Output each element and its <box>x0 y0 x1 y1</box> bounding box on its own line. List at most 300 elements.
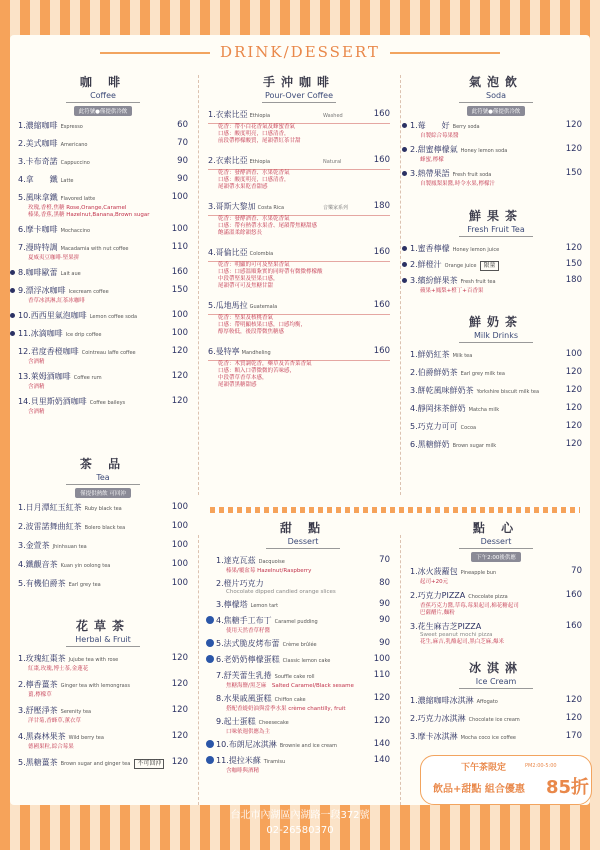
item-name: 布朗尼冰淇淋 <box>228 740 277 749</box>
item-line <box>18 502 188 515</box>
item-price: 100 <box>171 328 188 338</box>
item-name: 拿 鐵 <box>25 175 58 184</box>
soda-subtitle: Soda <box>486 91 506 100</box>
item-line <box>410 275 582 288</box>
item-number: 3. <box>410 732 418 741</box>
item-number: 1. <box>410 350 418 359</box>
item-number: 2. <box>410 368 418 377</box>
item-english: Coffee baileys <box>89 400 126 406</box>
item-number: 1. <box>410 121 418 130</box>
item-name: 巧克力可可 <box>417 422 458 431</box>
item-price: 160 <box>565 590 582 600</box>
item-english: Fresh fruit tea <box>460 279 496 285</box>
item-price: 150 <box>565 259 582 269</box>
item-english: Ginger tea with lemongrass <box>60 683 130 689</box>
item-number: 5. <box>18 193 26 202</box>
menu-item <box>410 421 582 434</box>
afternoon-promo <box>420 755 592 805</box>
item-line <box>18 174 188 187</box>
menu-item <box>18 285 188 305</box>
item-number: 5. <box>18 579 26 588</box>
menu-item <box>216 615 390 635</box>
recommend-icon <box>206 756 214 764</box>
item-number: 5. <box>216 639 224 648</box>
item-name: 老奶奶檸檬蛋糕 <box>223 655 280 664</box>
item-price: 100 <box>171 192 188 202</box>
menu-item <box>18 371 188 391</box>
item-english: Cappuccino <box>60 160 90 166</box>
item-desc: 搭配香緹奶油與當季水果 crème chantilly, fruit <box>226 706 346 712</box>
item-name: 熱帶果語 <box>417 169 450 178</box>
item-price: 100 <box>171 521 188 531</box>
menu-item <box>18 156 188 169</box>
menu-item <box>216 599 390 612</box>
item-name: 摩卡咖啡 <box>25 225 58 234</box>
menu-item <box>18 757 188 770</box>
item-line <box>216 693 390 706</box>
item-english: Icecream coffee <box>68 289 109 295</box>
item-number: 5. <box>410 422 418 431</box>
item-line <box>216 716 390 729</box>
item-english: Cointreau laffe coffee <box>81 350 136 356</box>
item-price: 120 <box>171 371 188 381</box>
tea-tag: 僅提供熱飲 可回沖 <box>75 488 131 498</box>
item-number: 2. <box>410 260 418 269</box>
item-price: 120 <box>565 243 582 253</box>
item-name: 瓜地馬拉 <box>215 301 248 310</box>
item-english: Fresh fruit soda <box>452 172 492 178</box>
item-english: Caramel pudding <box>274 619 318 625</box>
tasting-note: 口感：酸度明亮，口感清香， <box>218 131 290 137</box>
pour-over-line <box>208 247 390 260</box>
item-desc: 焦糖海鹽/黑芝麻 Salted Caramel/Black sesame <box>226 683 354 689</box>
item-number: 2. <box>216 579 224 588</box>
item-english: Souffle cake roll <box>274 674 315 680</box>
menu-item <box>410 275 582 295</box>
item-price: 120 <box>171 757 188 767</box>
item-name: 起士蛋糕 <box>223 717 256 726</box>
menu-item <box>18 705 188 725</box>
item-name: 靜岡抹茶鮮奶 <box>417 404 466 413</box>
tasting-note: 乾香：明顯的可可及堅果香氣 <box>218 262 290 268</box>
item-origin: Mandheling <box>241 350 271 356</box>
item-price: 110 <box>373 670 390 680</box>
item-number: 3. <box>18 157 26 166</box>
menu-item <box>410 144 582 164</box>
item-desc: 巴薩醋片,麵粉 <box>420 610 455 616</box>
menu-item <box>18 120 188 133</box>
menu-item <box>18 578 188 591</box>
menu-item <box>18 396 188 416</box>
item-name: 金萱茶 <box>25 541 50 550</box>
item-english: Matcha milk <box>468 407 500 413</box>
section-stripe <box>210 507 580 513</box>
pour-over-line <box>208 155 390 168</box>
menu-item <box>18 731 188 751</box>
item-price: 120 <box>565 713 582 723</box>
item-desc: 紅棗,玫瑰,博士茶,金蓮花 <box>28 666 89 672</box>
menu-item <box>216 693 390 713</box>
item-price: 60 <box>177 120 188 130</box>
item-english: Cocoa <box>460 425 477 431</box>
tea-section <box>18 455 188 597</box>
item-desc: 蘋果+鳳梨+橙丁+百香果 <box>420 288 484 294</box>
fruit-tea-title: 鮮果茶 <box>468 209 523 223</box>
tasting-note: 中段帶堅果及堅果口感， <box>218 276 279 282</box>
item-number: 1. <box>410 696 418 705</box>
item-name: 黑糖薑茶 <box>25 758 58 767</box>
item-name: 冰滴咖啡 <box>30 329 63 338</box>
tea-subtitle: Tea <box>96 473 110 482</box>
item-number: 5. <box>18 758 26 767</box>
item-price: 90 <box>379 615 390 625</box>
item-english: Serenity tea <box>60 709 92 715</box>
item-line <box>18 267 188 280</box>
recommend-icon <box>206 740 214 748</box>
item-english: Brownie and ice cream <box>279 743 337 749</box>
item-number: 7. <box>216 671 224 680</box>
item-english: Cheesecake <box>258 720 289 726</box>
item-price: 120 <box>565 144 582 154</box>
item-desc: 使用天然香草籽醬 <box>226 628 271 634</box>
item-price: 120 <box>565 120 582 130</box>
item-price: 170 <box>565 731 582 741</box>
tasting-note: 乾香：堅果及核桃香氣 <box>218 315 274 321</box>
item-name: 衣索比亞 <box>215 156 248 165</box>
item-name: 貝里斯奶酒咖啡 <box>30 397 87 406</box>
tasting-note: 口感：顆入口帶微微的苦味感， <box>218 368 296 374</box>
tasting-note: 飽滿溫柔餘韻悠長 <box>218 230 263 236</box>
menu-item <box>410 403 582 416</box>
item-desc: 榛果/覆盆莓 Hazelnut/Raspberry <box>226 568 312 574</box>
item-number: 1. <box>410 244 418 253</box>
item-number: 4. <box>208 248 216 257</box>
item-name: 美式咖啡 <box>25 139 58 148</box>
menu-item <box>410 385 582 398</box>
menu-item <box>18 192 188 219</box>
item-line <box>216 578 390 589</box>
item-price: 120 <box>171 679 188 689</box>
item-number: 2. <box>18 680 26 689</box>
item-name: 萊姆酒咖啡 <box>30 372 71 381</box>
item-line <box>18 679 188 692</box>
menu-item <box>216 716 390 736</box>
herbal-title: 花草茶 <box>75 619 130 633</box>
item-number: 5. <box>208 301 216 310</box>
item-number: 2. <box>410 591 418 600</box>
item-desc: 薑,檸檬草 <box>28 692 52 698</box>
menu-item <box>410 566 582 586</box>
item-name: 濃縮咖啡冰淇淋 <box>417 696 474 705</box>
item-number: 3. <box>410 622 418 631</box>
item-english: Honey lemon soda <box>460 148 508 154</box>
item-name: 有機伯爵茶 <box>25 579 66 588</box>
soda-title: 氣泡飲 <box>468 75 523 89</box>
item-name: 玫瑰紅棗茶 <box>25 654 66 663</box>
item-desc: 含咖啡與酒精 <box>226 768 260 774</box>
menu-header <box>10 35 590 67</box>
item-line <box>18 757 188 770</box>
item-line <box>410 168 582 181</box>
menu-item <box>216 638 390 651</box>
item-line <box>410 421 582 434</box>
item-english: Coffee rum <box>73 375 102 381</box>
item-name: 鮮橙汁 <box>417 260 442 269</box>
item-number: 4. <box>18 732 26 741</box>
item-origin: Guatemala <box>249 304 278 310</box>
dessert-title: 甜 點 <box>279 521 327 535</box>
item-number: 1. <box>18 503 26 512</box>
menu-item <box>410 259 582 272</box>
recommend-icon <box>206 655 214 663</box>
item-number: 3. <box>410 169 418 178</box>
item-desc: 含酒精 <box>28 409 45 415</box>
cold-only-dot-icon <box>402 278 407 283</box>
item-price: 150 <box>171 285 188 295</box>
item-line <box>216 638 390 651</box>
snack-tag: 下午2:00後供應 <box>471 552 521 562</box>
item-price: 100 <box>171 559 188 569</box>
item-name: 花生麻吉芝PIZZA <box>417 622 482 631</box>
item-name: 風味拿鐵 <box>25 193 58 202</box>
item-price: 100 <box>565 349 582 359</box>
snack-subtitle: Dessert <box>480 537 512 546</box>
item-english: Earl grey milk tea <box>460 371 505 377</box>
item-price: 100 <box>171 502 188 512</box>
item-english: Mocha coco ice coffee <box>460 735 516 741</box>
item-desc: 口味依週供應為主 <box>226 729 271 735</box>
item-number: 3. <box>216 600 224 609</box>
item-english: Milk tea <box>452 353 473 359</box>
item-line <box>18 705 188 718</box>
item-english: Flavored latte <box>60 196 96 202</box>
item-name: 漫時特調 <box>25 243 58 252</box>
item-line <box>410 259 582 272</box>
item-line <box>410 590 582 603</box>
item-price: 120 <box>373 693 390 703</box>
recommend-icon <box>206 616 214 624</box>
item-line <box>18 653 188 666</box>
footer-address <box>0 808 600 838</box>
menu-item <box>410 349 582 362</box>
ice-subtitle: Ice Cream <box>475 677 517 686</box>
item-number: 13. <box>18 372 31 381</box>
item-english: Chocolate ice cream <box>468 717 520 723</box>
pour-over-item <box>208 300 390 336</box>
item-price: 100 <box>171 310 188 320</box>
item-name: 鮮奶紅茶 <box>417 350 450 359</box>
item-name: 日月潭紅玉紅茶 <box>25 503 82 512</box>
item-number: 6. <box>208 347 216 356</box>
item-price: 120 <box>373 716 390 726</box>
item-name: 巧克力PIZZA <box>417 591 466 600</box>
item-number: 1. <box>216 556 224 565</box>
item-number: 2. <box>18 139 26 148</box>
item-number: 6. <box>18 225 26 234</box>
item-english: Honey lemon juice <box>452 247 500 253</box>
item-desc: 榛果,香蕉,黑糖 Hazelnut,Banana,Brown sugar <box>28 212 150 218</box>
item-english: Americano <box>60 142 88 148</box>
item-line <box>18 285 188 298</box>
herbal-subtitle: Herbal & Fruit <box>75 635 131 644</box>
item-number: 7. <box>18 243 26 252</box>
item-price: 120 <box>171 705 188 715</box>
tasting-note: 尾韻帶可可及焦糖甘甜 <box>218 283 274 289</box>
item-price: 160 <box>373 155 390 165</box>
pour-over-item <box>208 346 390 389</box>
item-price: 90 <box>177 156 188 166</box>
item-english: Brown sugar milk <box>452 443 497 449</box>
menu-item <box>216 670 390 690</box>
item-number: 6. <box>410 440 418 449</box>
soda-tag: 此符號●僅提供冷飲 <box>467 106 526 116</box>
item-number: 1. <box>18 654 26 663</box>
item-number: 9. <box>216 717 224 726</box>
pour-over-line <box>208 109 390 122</box>
item-english: Ruby black tea <box>84 506 122 512</box>
promo-discount: 85折 <box>546 777 590 798</box>
item-badge: 限量 <box>480 261 498 271</box>
cold-only-dot-icon <box>10 270 15 275</box>
item-line <box>410 367 582 380</box>
coffee-subtitle: Coffee <box>90 91 116 100</box>
item-number: 3. <box>18 706 26 715</box>
item-english: Dacquoise <box>258 559 285 565</box>
menu-item <box>410 367 582 380</box>
item-price: 160 <box>565 621 582 631</box>
cold-only-dot-icon <box>402 171 407 176</box>
item-number: 3. <box>410 276 418 285</box>
item-name: 咖啡歐蕾 <box>25 268 58 277</box>
item-price: 70 <box>379 555 390 565</box>
item-english: Wild berry tea <box>68 735 104 741</box>
item-line <box>410 385 582 398</box>
fruit-tea-section <box>410 207 582 298</box>
item-line <box>410 403 582 416</box>
item-line <box>410 695 582 708</box>
item-line <box>216 615 390 628</box>
tasting-note: 口感：帶明顯核果口感，口感均衡， <box>218 322 307 328</box>
item-name: 繽紛鮮果茶 <box>417 276 458 285</box>
item-english: Macadamia with nut coffee <box>60 246 129 252</box>
item-desc-en: Sweet peanut mochi pizza <box>420 632 493 638</box>
item-english: Jhinhsuan tea <box>52 544 87 550</box>
item-english: Yorkshire biscuit milk tea <box>476 389 540 395</box>
item-desc-en: Chocolate dipped candied orange slices <box>226 589 336 595</box>
item-number: 12. <box>18 347 31 356</box>
milk-title: 鮮奶茶 <box>468 315 523 329</box>
pour-over-item <box>208 109 390 145</box>
item-name: 焦糖手工布丁 <box>223 616 272 625</box>
item-line <box>18 521 188 534</box>
pour-over-line <box>208 346 390 359</box>
item-price: 120 <box>171 396 188 406</box>
item-english: Brown sugar and ginger tea <box>60 761 131 767</box>
menu-item <box>18 346 188 366</box>
item-name: 摩卡冰淇淋 <box>417 732 458 741</box>
item-price: 120 <box>565 403 582 413</box>
menu-item <box>18 138 188 151</box>
tasting-note: 乾香：發酵酒香、水果乾香氣 <box>218 170 290 176</box>
menu-item <box>216 755 390 775</box>
item-desc: 起司+20元 <box>420 579 449 585</box>
coffee-section <box>18 73 188 421</box>
item-number: 2. <box>410 145 418 154</box>
dessert-section <box>216 519 390 778</box>
tasting-note: 中段帶草香草本感， <box>218 375 268 381</box>
item-price: 160 <box>171 267 188 277</box>
item-line <box>18 120 188 133</box>
item-line <box>18 371 188 384</box>
tasting-note: 尾韻帶黑糖甜感 <box>218 382 257 388</box>
item-name: 西西里氣泡咖啡 <box>30 311 87 320</box>
item-name: 水果戚風蛋糕 <box>223 694 272 703</box>
item-price: 90 <box>379 638 390 648</box>
menu-item <box>18 540 188 553</box>
item-desc: 洋甘菊,香蜂草,薰衣草 <box>28 718 81 724</box>
item-line <box>216 739 390 752</box>
cold-only-dot-icon <box>402 246 407 251</box>
process-note: Natural <box>323 159 342 165</box>
item-price: 120 <box>171 653 188 663</box>
item-number: 1. <box>410 567 418 576</box>
item-number: 10. <box>216 740 229 749</box>
menu-item <box>410 439 582 452</box>
cold-only-dot-icon <box>402 147 407 152</box>
menu-item <box>18 224 188 237</box>
item-line <box>18 578 188 591</box>
milk-drinks-section <box>410 313 582 457</box>
pour-over-item <box>208 247 390 290</box>
item-name: 甜蜜檸檬氣 <box>417 145 458 154</box>
item-price: 160 <box>373 247 390 257</box>
item-name: 舒壓淨茶 <box>25 706 58 715</box>
item-english: Chiffon cake <box>274 697 306 703</box>
cold-only-dot-icon <box>10 313 15 318</box>
ice-title: 冰淇淋 <box>468 661 523 675</box>
item-line <box>18 242 188 255</box>
item-name: 哥倫比亞 <box>215 248 248 257</box>
tasting-note: 乾香：帶小白花香氣及蜂蜜香氣 <box>218 124 296 130</box>
item-english: Kuan yin oolong tea <box>60 563 111 569</box>
tasting-note: 口感：帶有熱帶水果香、尾韻帶焦糖甜感 <box>218 223 318 229</box>
item-line <box>18 540 188 553</box>
item-name: 莓 好 <box>417 121 450 130</box>
cold-only-dot-icon <box>402 262 407 267</box>
item-line <box>18 731 188 744</box>
menu-item <box>216 555 390 575</box>
tea-title: 茶 品 <box>79 457 127 471</box>
item-name: 舒芙蕾生乳捲 <box>223 671 272 680</box>
item-line <box>18 224 188 237</box>
item-origin: Ethiopia <box>249 159 271 165</box>
item-price: 120 <box>565 367 582 377</box>
menu-item <box>410 621 582 646</box>
item-line <box>216 654 390 667</box>
item-line <box>18 559 188 572</box>
item-number: 2. <box>18 522 26 531</box>
item-name: 檸檬塔 <box>223 600 248 609</box>
pour-over-line <box>208 201 390 214</box>
item-desc: 含酒精 <box>28 359 45 365</box>
item-price: 120 <box>565 385 582 395</box>
dessert-subtitle: Dessert <box>287 537 319 546</box>
item-number: 3. <box>18 541 26 550</box>
promo-time: PM2:00-5:00 <box>525 763 557 769</box>
menu-item <box>410 731 582 744</box>
tasting-note: 尾韻帶水果乾香甜感 <box>218 184 268 190</box>
item-english: Lemon tart <box>250 603 279 609</box>
